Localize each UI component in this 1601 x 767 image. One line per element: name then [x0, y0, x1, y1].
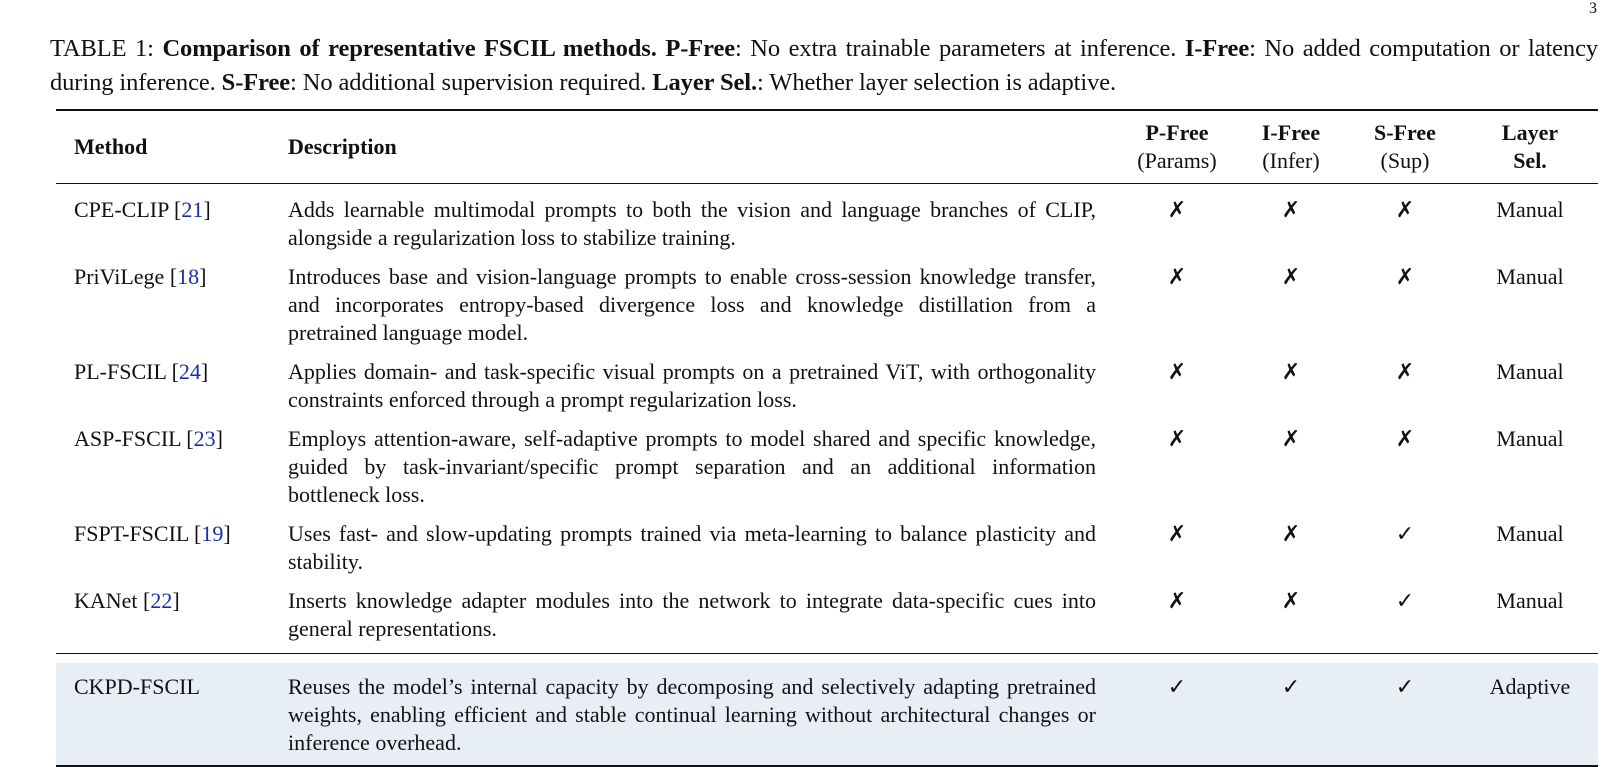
- cell-description: Introduces base and vision-language prompts to enable cross-session knowledge transfer, and incorporates entropy-based divergence loss and knowledge distillation from a pretrained language model.: [288, 264, 1096, 345]
- header-ifree-label: I-Free: [1261, 120, 1321, 145]
- cross-icon: ✗: [1281, 265, 1301, 290]
- method-name: FSPT-FSCIL: [74, 521, 189, 546]
- cell-ifree: [1234, 417, 1348, 512]
- header-sfree-sub: (Sup): [1380, 148, 1430, 173]
- table-body: [56, 184, 1598, 654]
- cell-layer-selection: Manual: [1496, 426, 1564, 451]
- table-row: [56, 184, 1598, 256]
- cell-pfree: [1120, 184, 1234, 256]
- cell-method: CKPD-FSCIL: [74, 674, 200, 699]
- cross-icon: ✗: [1281, 522, 1301, 547]
- cell-sfree: [1348, 663, 1462, 766]
- cell-pfree: [1120, 350, 1234, 417]
- header-pfree-label: P-Free: [1145, 120, 1209, 145]
- cross-icon: ✗: [1167, 198, 1187, 223]
- cell-ifree: [1234, 663, 1348, 766]
- table-row: [56, 512, 1598, 579]
- cell-description: Uses fast- and slow-updating prompts trained via meta-learning to balance plasticity and stability.: [288, 521, 1096, 574]
- cell-method: PL-FSCIL [24]: [74, 359, 209, 384]
- cell-layer-selection: Manual: [1496, 588, 1564, 613]
- header-layer-line1: Layer: [1501, 120, 1559, 145]
- cross-icon: ✗: [1395, 427, 1415, 452]
- page-number: 3: [1589, 0, 1597, 17]
- citation-link[interactable]: 19: [201, 521, 224, 546]
- cell-ifree: [1234, 350, 1348, 417]
- cell-layer-selection: Adaptive: [1489, 674, 1571, 699]
- cell-sfree: [1348, 512, 1462, 579]
- cell-layer-selection: Manual: [1496, 359, 1564, 384]
- method-name: ASP-FSCIL: [74, 426, 181, 451]
- header-ifree-sub: (Infer): [1262, 148, 1320, 173]
- cross-icon: ✗: [1167, 265, 1187, 290]
- caption-def-pfree: : No extra trainable parameters at inference.: [735, 35, 1185, 62]
- cell-layer-selection: Manual: [1496, 264, 1564, 289]
- cross-icon: ✗: [1167, 589, 1187, 614]
- cell-method: KANet [22]: [74, 588, 180, 613]
- check-icon: ✓: [1395, 675, 1415, 700]
- citation-link[interactable]: 22: [150, 588, 173, 613]
- check-icon: ✓: [1395, 522, 1415, 547]
- check-icon: ✓: [1281, 675, 1301, 700]
- table-caption: [50, 32, 1598, 100]
- cell-method: FSPT-FSCIL [19]: [74, 521, 231, 546]
- header-sfree: [1348, 110, 1462, 184]
- table-row: [56, 350, 1598, 417]
- caption-def-sfree: : No additional supervision required.: [290, 69, 653, 96]
- table-row: [56, 255, 1598, 350]
- table-header-row: [56, 110, 1598, 184]
- cell-sfree: [1348, 417, 1462, 512]
- cell-description: Inserts knowledge adapter modules into the network to integrate data-specific cues into general representations.: [288, 588, 1096, 641]
- comparison-table-wrapper: [56, 109, 1598, 767]
- caption-term-ifree: I-Free: [1184, 35, 1250, 62]
- caption-term-layer: Layer Sel.: [652, 69, 757, 96]
- citation-link[interactable]: 24: [178, 359, 201, 384]
- comparison-table: [56, 109, 1598, 767]
- header-description: Description: [288, 134, 397, 159]
- caption-def-ifree: : No added computation or latency during inference.: [50, 35, 1599, 96]
- cell-method: CPE-CLIP [21]: [74, 197, 211, 222]
- cell-sfree: [1348, 350, 1462, 417]
- citation-link[interactable]: 18: [177, 264, 200, 289]
- method-name: KANet: [74, 588, 138, 613]
- caption-term-sfree: S-Free: [221, 69, 291, 96]
- cell-layer-selection: Manual: [1496, 197, 1564, 222]
- cell-method: PriViLege [18]: [74, 264, 207, 289]
- method-name: CPE-CLIP: [74, 197, 169, 222]
- cell-pfree: [1120, 255, 1234, 350]
- cell-sfree: [1348, 184, 1462, 256]
- cell-pfree: [1120, 512, 1234, 579]
- table-row-ours: [56, 663, 1598, 766]
- cell-pfree: [1120, 579, 1234, 654]
- header-ifree: [1234, 110, 1348, 184]
- header-sfree-label: S-Free: [1374, 120, 1436, 145]
- cell-sfree: [1348, 579, 1462, 654]
- citation-link[interactable]: 23: [193, 426, 216, 451]
- cell-ifree: [1234, 255, 1348, 350]
- cell-sfree: [1348, 255, 1462, 350]
- cross-icon: ✗: [1281, 589, 1301, 614]
- cross-icon: ✗: [1167, 360, 1187, 385]
- table-row: [56, 579, 1598, 654]
- cross-icon: ✗: [1395, 198, 1415, 223]
- check-icon: ✓: [1167, 675, 1187, 700]
- table-row: [56, 417, 1598, 512]
- cell-description: Reuses the model’s internal capacity by decomposing and selectively adapting pretrained weights, enabling efficient and stable continual learning without architectural changes or inference overhead.: [288, 674, 1096, 755]
- cross-icon: ✗: [1167, 427, 1187, 452]
- cell-description: Employs attention-aware, self-adaptive prompts to model shared and specific knowledge, guided by task-invariant/specific prompt separation and an additional information bottleneck loss.: [288, 426, 1096, 507]
- cell-pfree: [1120, 417, 1234, 512]
- header-layer-line2: Sel.: [1513, 148, 1547, 173]
- caption-term-pfree: P-Free: [665, 35, 735, 62]
- cell-ifree: [1234, 184, 1348, 256]
- header-method: Method: [74, 134, 148, 159]
- header-pfree-sub: (Params): [1137, 148, 1217, 173]
- header-layer-selection: [1462, 110, 1598, 184]
- cell-description: Adds learnable multimodal prompts to both the vision and language branches of CLIP, alongside a regularization loss to stabilize training.: [288, 197, 1096, 250]
- method-name: PL-FSCIL: [74, 359, 167, 384]
- cell-ifree: [1234, 579, 1348, 654]
- cell-description: Applies domain- and task-specific visual prompts on a pretrained ViT, with orthogonality constraints enforced through a prompt regularization loss.: [288, 359, 1096, 412]
- table-ours-section: [56, 663, 1598, 766]
- cross-icon: ✗: [1281, 198, 1301, 223]
- cell-ifree: [1234, 512, 1348, 579]
- cross-icon: ✗: [1395, 360, 1415, 385]
- spacer-cell: [56, 654, 1598, 664]
- method-name: PriViLege: [74, 264, 165, 289]
- spacer-row: [56, 654, 1598, 664]
- cell-method: ASP-FSCIL [23]: [74, 426, 223, 451]
- check-icon: ✓: [1395, 589, 1415, 614]
- cross-icon: ✗: [1395, 265, 1415, 290]
- header-pfree: [1120, 110, 1234, 184]
- cross-icon: ✗: [1281, 427, 1301, 452]
- table-spacer: [56, 654, 1598, 664]
- cross-icon: ✗: [1281, 360, 1301, 385]
- cell-layer-selection: Manual: [1496, 521, 1564, 546]
- citation-link[interactable]: 21: [181, 197, 204, 222]
- cross-icon: ✗: [1167, 522, 1187, 547]
- caption-prefix: TABLE 1:: [50, 35, 163, 62]
- caption-def-layer: : Whether layer selection is adaptive.: [757, 69, 1117, 96]
- cell-pfree: [1120, 663, 1234, 766]
- caption-title: Comparison of representative FSCIL methods.: [162, 35, 657, 62]
